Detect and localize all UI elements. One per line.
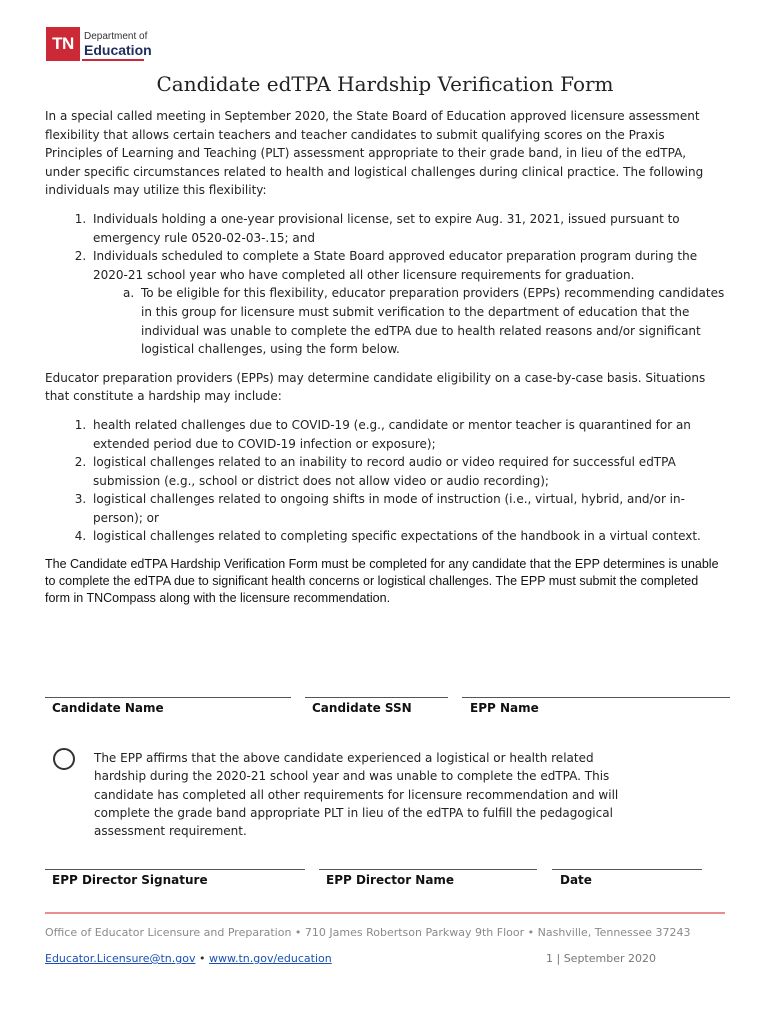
website-link[interactable]: www.tn.gov/education: [208, 952, 332, 965]
candidate-ssn-label: Candidate SSN: [312, 701, 412, 715]
footer-separator: •: [195, 952, 209, 965]
eligible-sub-list: [93, 284, 725, 358]
footer-address: Office of Educator Licensure and Preparation • 710 James Robertson Parkway 9th Floor • Nashville, Tennessee 37243: [45, 926, 691, 939]
hardship-list: [45, 416, 725, 546]
page-title: Candidate edTPA Hardship Verification Form: [156, 72, 614, 96]
hardship-item: 3. logistical challenges related to ongoing shifts in mode of instruction (i.e., virtual, hybrid, and/or in-person); or: [90, 490, 725, 527]
intro-paragraph: In a special called meeting in September 2020, the State Board of Education approved licensure assessment flexibility that allows certain teachers and teacher candidates to submit qualifying scores on the Praxis Principles of Learning and Teaching (PLT) assessment appropriate to their grade band, in lieu of the edTPA, under specific circumstances related to health and logistical challenges during clinical practice. The following individuals may utilize this flexibility:: [45, 109, 704, 198]
director-name-label: EPP Director Name: [326, 873, 455, 887]
eligible-item: 1. Individuals holding a one-year provisional license, set to expire Aug. 31, 2021, issued pursuant to emergency rule 0520-02-03-.15; and: [90, 210, 725, 247]
candidate-name-line[interactable]: [45, 697, 291, 698]
date-label: Date: [560, 873, 592, 887]
eligible-item: [90, 247, 725, 359]
epp-name-line[interactable]: [462, 697, 730, 698]
affirm-radio[interactable]: [53, 748, 75, 770]
epp-name-label: EPP Name: [470, 701, 539, 715]
candidate-ssn-line[interactable]: [305, 697, 448, 698]
hardship-item: 4. logistical challenges related to completing specific expectations of the handbook in a virtual context.: [90, 527, 725, 546]
affirmation-text: The EPP affirms that the above candidate experienced a logistical or health related hardship during the 2020-21 school year and was unable to complete the edTPA. This candidate has completed all other requirements for licensure recommendation and will complete the grade band appropriate PLT in lieu of the edTPA to fulfill the pedagogical assessment requirement.: [94, 751, 619, 839]
hardship-item: 2. logistical challenges related to an inability to record audio or video required for successful edTPA submission (e.g., school or district does not allow video or audio recording);: [90, 453, 725, 490]
logo-org-text: Education: [84, 41, 152, 58]
footer-links: [45, 952, 332, 965]
requirement-paragraph: The Candidate edTPA Hardship Verification Form must be completed for any candidate that the EPP determines is unable to complete the edTPA due to significant health concerns or logistical challenges. The EPP must submit the completed form in TNCompass along with the licensure recommendation.: [45, 557, 719, 606]
tn-doe-logo: [46, 24, 152, 64]
page-number: 1 | September 2020: [546, 952, 656, 965]
hardship-item: 1. health related challenges due to COVID-19 (e.g., candidate or mentor teacher is quarantined for an extended period due to COVID-19 infection or exposure);: [90, 416, 725, 453]
director-signature-label: EPP Director Signature: [52, 873, 208, 887]
footer-divider: [45, 912, 725, 914]
email-link[interactable]: Educator.Licensure@tn.gov: [45, 952, 196, 965]
eligible-item-text: Individuals scheduled to complete a State Board approved educator preparation program during the 2020-21 school year who have completed all other licensure requirements for graduation.: [93, 249, 698, 282]
candidate-name-label: Candidate Name: [52, 701, 164, 715]
logo-mark: TN: [46, 27, 80, 61]
logo-dept-text: Department of: [84, 30, 148, 42]
form-body: [45, 107, 725, 607]
director-signature-line[interactable]: [45, 869, 305, 870]
eligible-sub-item: a. To be eligible for this flexibility, educator preparation providers (EPPs) recommending candidates in this group for licensure must submit verification to the department of education that the individual was unable to complete the edTPA due to health related reasons and/or significant logistical challenges, using the form below.: [138, 284, 725, 358]
hardship-intro: Educator preparation providers (EPPs) may determine candidate eligibility on a case-by-case basis. Situations that constitute a hardship may include:: [45, 370, 706, 404]
date-line[interactable]: [552, 869, 702, 870]
logo-underline: [82, 59, 144, 61]
eligible-list: [45, 210, 725, 359]
director-name-line[interactable]: [319, 869, 537, 870]
